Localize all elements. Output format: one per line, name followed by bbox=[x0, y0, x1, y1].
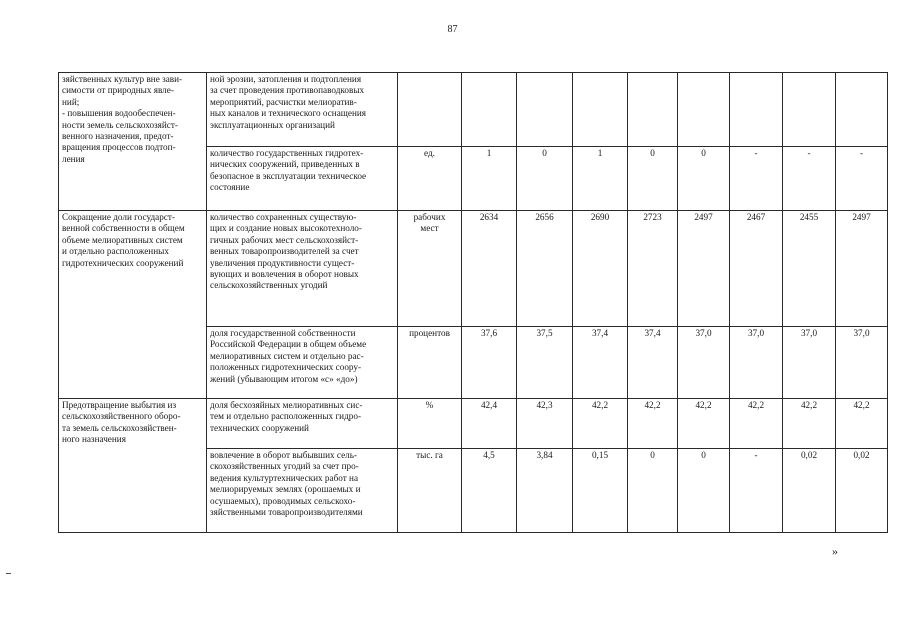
value-cell: 42,2 bbox=[678, 399, 730, 449]
task-cell bbox=[59, 73, 207, 211]
value-cell: 3,84 bbox=[517, 449, 573, 533]
value-cell: 42,3 bbox=[517, 399, 573, 449]
task-text: Сокращение доли государст- венной собственности в общем объеме мелиоративных систем и отдельно расположенных гидротехнических сооружений bbox=[62, 212, 185, 268]
indicator-text: количество сохраненных существую- щих и создание новых высокотехноло- гичных рабочих мест сельскохозяйст- венных товаропроизводителей за счет увеличения продуктивности сущест- вующих и вовлечения в оборот новых сельскохозяйственных угодий bbox=[210, 212, 362, 291]
unit-text: % bbox=[425, 400, 434, 410]
value-cell: - bbox=[730, 147, 783, 211]
task-cell bbox=[59, 211, 207, 399]
table-row bbox=[59, 73, 888, 147]
value-cell: 4,5 bbox=[462, 449, 517, 533]
value-cell: - bbox=[730, 449, 783, 533]
value-cell bbox=[836, 73, 888, 147]
closing-quote-mark: » bbox=[832, 544, 838, 558]
value-cell: 37,6 bbox=[462, 327, 517, 399]
indicator-cell bbox=[207, 399, 398, 449]
unit-text: ед. bbox=[424, 148, 435, 158]
value-cell: 42,2 bbox=[836, 399, 888, 449]
value-cell bbox=[573, 73, 628, 147]
value-cell: 2497 bbox=[836, 211, 888, 327]
value-cell: 37,0 bbox=[730, 327, 783, 399]
indicator-text: доля бесхозяйных мелиоративных сис- тем и отдельно расположенных гидро- технических сооружений bbox=[210, 400, 363, 433]
indicator-text: доля государственной собственности Российской Федерации в общем объеме мелиоративных систем и отдельно рас- положенных гидротехнических соору- жений (убывающим итогом «с» «до») bbox=[210, 328, 367, 384]
value-cell: 42,2 bbox=[730, 399, 783, 449]
value-cell: 37,0 bbox=[678, 327, 730, 399]
unit-text: рабочих мест bbox=[413, 212, 446, 234]
value-cell: 2634 bbox=[462, 211, 517, 327]
unit-cell bbox=[398, 73, 462, 147]
value-cell: 37,0 bbox=[836, 327, 888, 399]
indicator-cell bbox=[207, 211, 398, 327]
value-cell: 0 bbox=[628, 449, 678, 533]
value-cell: 37,0 bbox=[783, 327, 836, 399]
value-cell: 0 bbox=[678, 147, 730, 211]
value-cell: 37,4 bbox=[573, 327, 628, 399]
value-cell: 0 bbox=[517, 147, 573, 211]
value-cell: 0,15 bbox=[573, 449, 628, 533]
indicators-table bbox=[58, 72, 888, 533]
task-text: зяйственных культур вне зави- симости от природных явле- ний; - повышения водообеспечен- ности земель сельскохозяйст- венного назначения, предот- вращения процессов подтоп- ления bbox=[62, 74, 183, 164]
value-cell: 2455 bbox=[783, 211, 836, 327]
indicator-cell bbox=[207, 327, 398, 399]
value-cell: 37,5 bbox=[517, 327, 573, 399]
unit-cell bbox=[398, 449, 462, 533]
task-text: Предотвращение выбытия из сельскохозяйственного оборо- та земель сельскохозяйствен- ного назначения bbox=[62, 400, 181, 445]
value-cell: 42,2 bbox=[783, 399, 836, 449]
value-cell: 0,02 bbox=[836, 449, 888, 533]
value-cell bbox=[678, 73, 730, 147]
value-cell: - bbox=[836, 147, 888, 211]
value-cell bbox=[783, 73, 836, 147]
value-cell: 1 bbox=[462, 147, 517, 211]
value-cell bbox=[628, 73, 678, 147]
value-cell: - bbox=[783, 147, 836, 211]
value-cell: 2497 bbox=[678, 211, 730, 327]
indicator-cell bbox=[207, 449, 398, 533]
value-cell: 42,2 bbox=[573, 399, 628, 449]
indicator-text: вовлечение в оборот выбывших сель- скохозяйственных угодий за счет про- ведения культуртехнических работ на мелиорируемых землях (орошаемых и осушаемых), проводимых сельскохо- зяйственными товаропроизводителями bbox=[210, 450, 363, 518]
value-cell: 2723 bbox=[628, 211, 678, 327]
indicator-cell bbox=[207, 73, 398, 147]
table-row bbox=[59, 211, 888, 327]
value-cell: 42,2 bbox=[628, 399, 678, 449]
value-cell: 2656 bbox=[517, 211, 573, 327]
page-number: 87 bbox=[447, 24, 458, 35]
unit-cell bbox=[398, 211, 462, 327]
value-cell: 1 bbox=[573, 147, 628, 211]
value-cell: 2690 bbox=[573, 211, 628, 327]
value-cell: 0 bbox=[628, 147, 678, 211]
unit-text: процентов bbox=[409, 328, 450, 338]
value-cell bbox=[517, 73, 573, 147]
value-cell bbox=[462, 73, 517, 147]
indicator-text: количество государственных гидротех- нических сооружений, приведенных в безопасное в эксплуатации техническое состояние bbox=[210, 148, 367, 193]
value-cell: 0,02 bbox=[783, 449, 836, 533]
indicator-text: ной эрозии, затопления и подтопления за счет проведения противопаводковых мероприятий, расчистки мелиоратив- ных каналов и технического оснащения эксплуатационных организаций bbox=[210, 74, 367, 130]
margin-tick-mark bbox=[6, 573, 11, 574]
value-cell: 0 bbox=[678, 449, 730, 533]
value-cell: 42,4 bbox=[462, 399, 517, 449]
unit-cell bbox=[398, 327, 462, 399]
unit-cell bbox=[398, 147, 462, 211]
value-cell bbox=[730, 73, 783, 147]
indicator-cell bbox=[207, 147, 398, 211]
task-cell bbox=[59, 399, 207, 533]
value-cell: 37,4 bbox=[628, 327, 678, 399]
table-row bbox=[59, 399, 888, 449]
unit-cell bbox=[398, 399, 462, 449]
value-cell: 2467 bbox=[730, 211, 783, 327]
unit-text: тыс. га bbox=[416, 450, 443, 460]
